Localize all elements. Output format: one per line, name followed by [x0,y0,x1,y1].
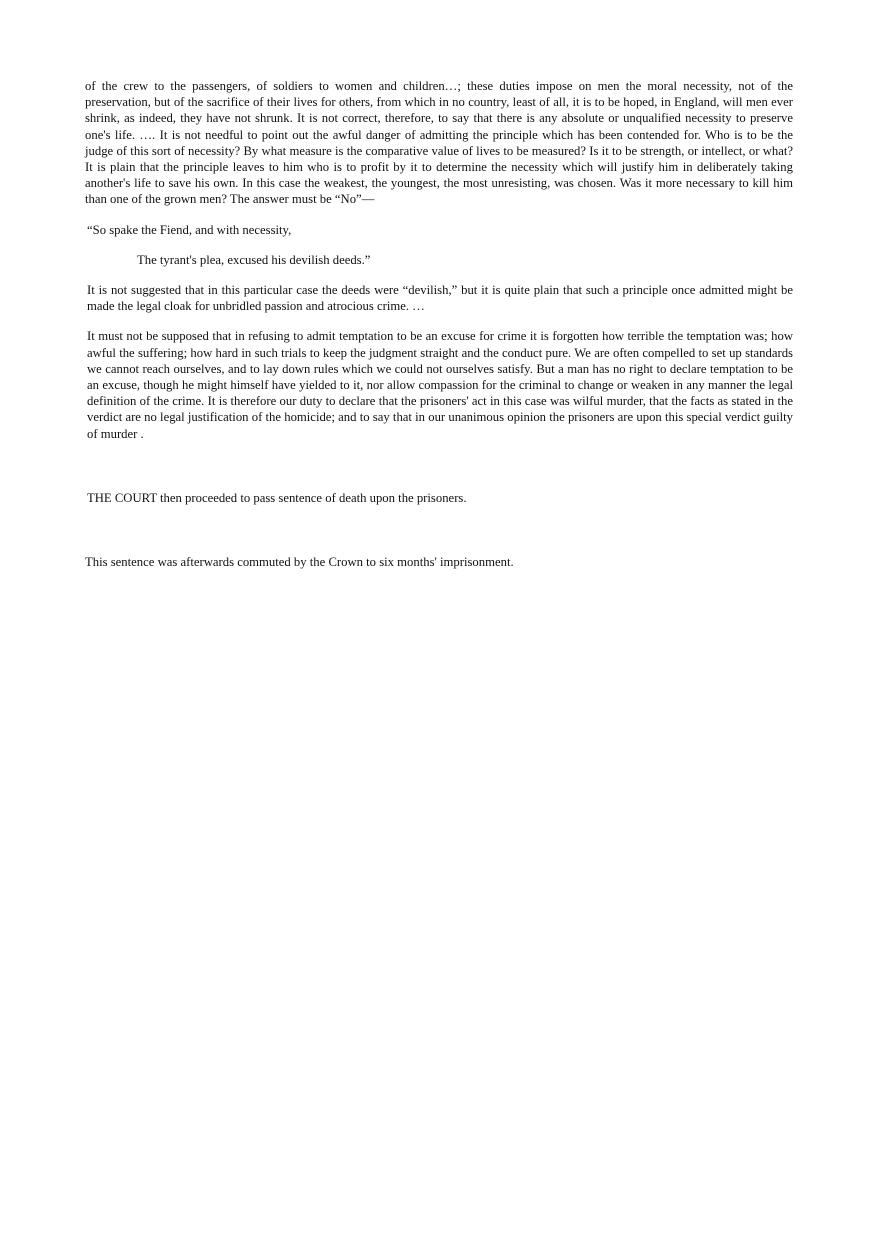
court-sentence: THE COURT then proceeded to pass sentence of death upon the prisoners. [87,490,467,505]
paragraph-necessity: of the crew to the passengers, of soldiers to women and children…; these duties impose on men the moral necessity, not of the preservation, but of the sacrifice of their lives for others, from which in no country, least of all, it is to be hoped, in England, will men ever shrink, as indeed, they have not shrunk. It is not correct, therefore, to say that there is any absolute or unqualified necessity to preserve one's life. …. It is not needful to point out the awful danger of admitting the principle which has been contended for. Who is to be the judge of this sort of necessity? By what measure is the comparative value of lives to be measured? Is it to be strength, or intellect, or what? It is plain that the principle leaves to him who is to profit by it to determine the necessity which will justify him in deliberately taking another's life to save his own. In this case the weakest, the youngest, the most unresisting, was chosen. Was it more necessary to kill him than one of the grown men? The answer must be “No”— [85,79,793,207]
quote-line-2: The tyrant's plea, excused his devilish deeds.” [137,252,371,267]
commutation-note: This sentence was afterwards commuted by the Crown to six months' imprisonment. [85,555,514,570]
document-page [85,78,793,570]
quote-line-1: “So spake the Fiend, and with necessity, [87,222,292,237]
paragraph-devilish: It is not suggested that in this particular case the deeds were “devilish,” but it is quite plain that such a principle once admitted might be made the legal cloak for unbridled passion and atrocious crime. … [87,283,793,314]
paragraph-temptation: It must not be supposed that in refusing to admit temptation to be an excuse for crime it is forgotten how terrible the temptation was; how awful the suffering; how hard in such trials to keep the judgment straight and the conduct pure. We are often compelled to set up standards we cannot reach ourselves, and to lay down rules which we could not ourselves satisfy. But a man has no right to declare temptation to be an excuse, though he might himself have yielded to it, nor allow compassion for the criminal to change or weaken in any manner the legal definition of the crime. It is therefore our duty to declare that the prisoners' act in this case was wilful murder, that the facts as stated in the verdict are no legal justification of the homicide; and to say that in our unanimous opinion the prisoners are upon this special verdict guilty of murder . [87,329,793,441]
